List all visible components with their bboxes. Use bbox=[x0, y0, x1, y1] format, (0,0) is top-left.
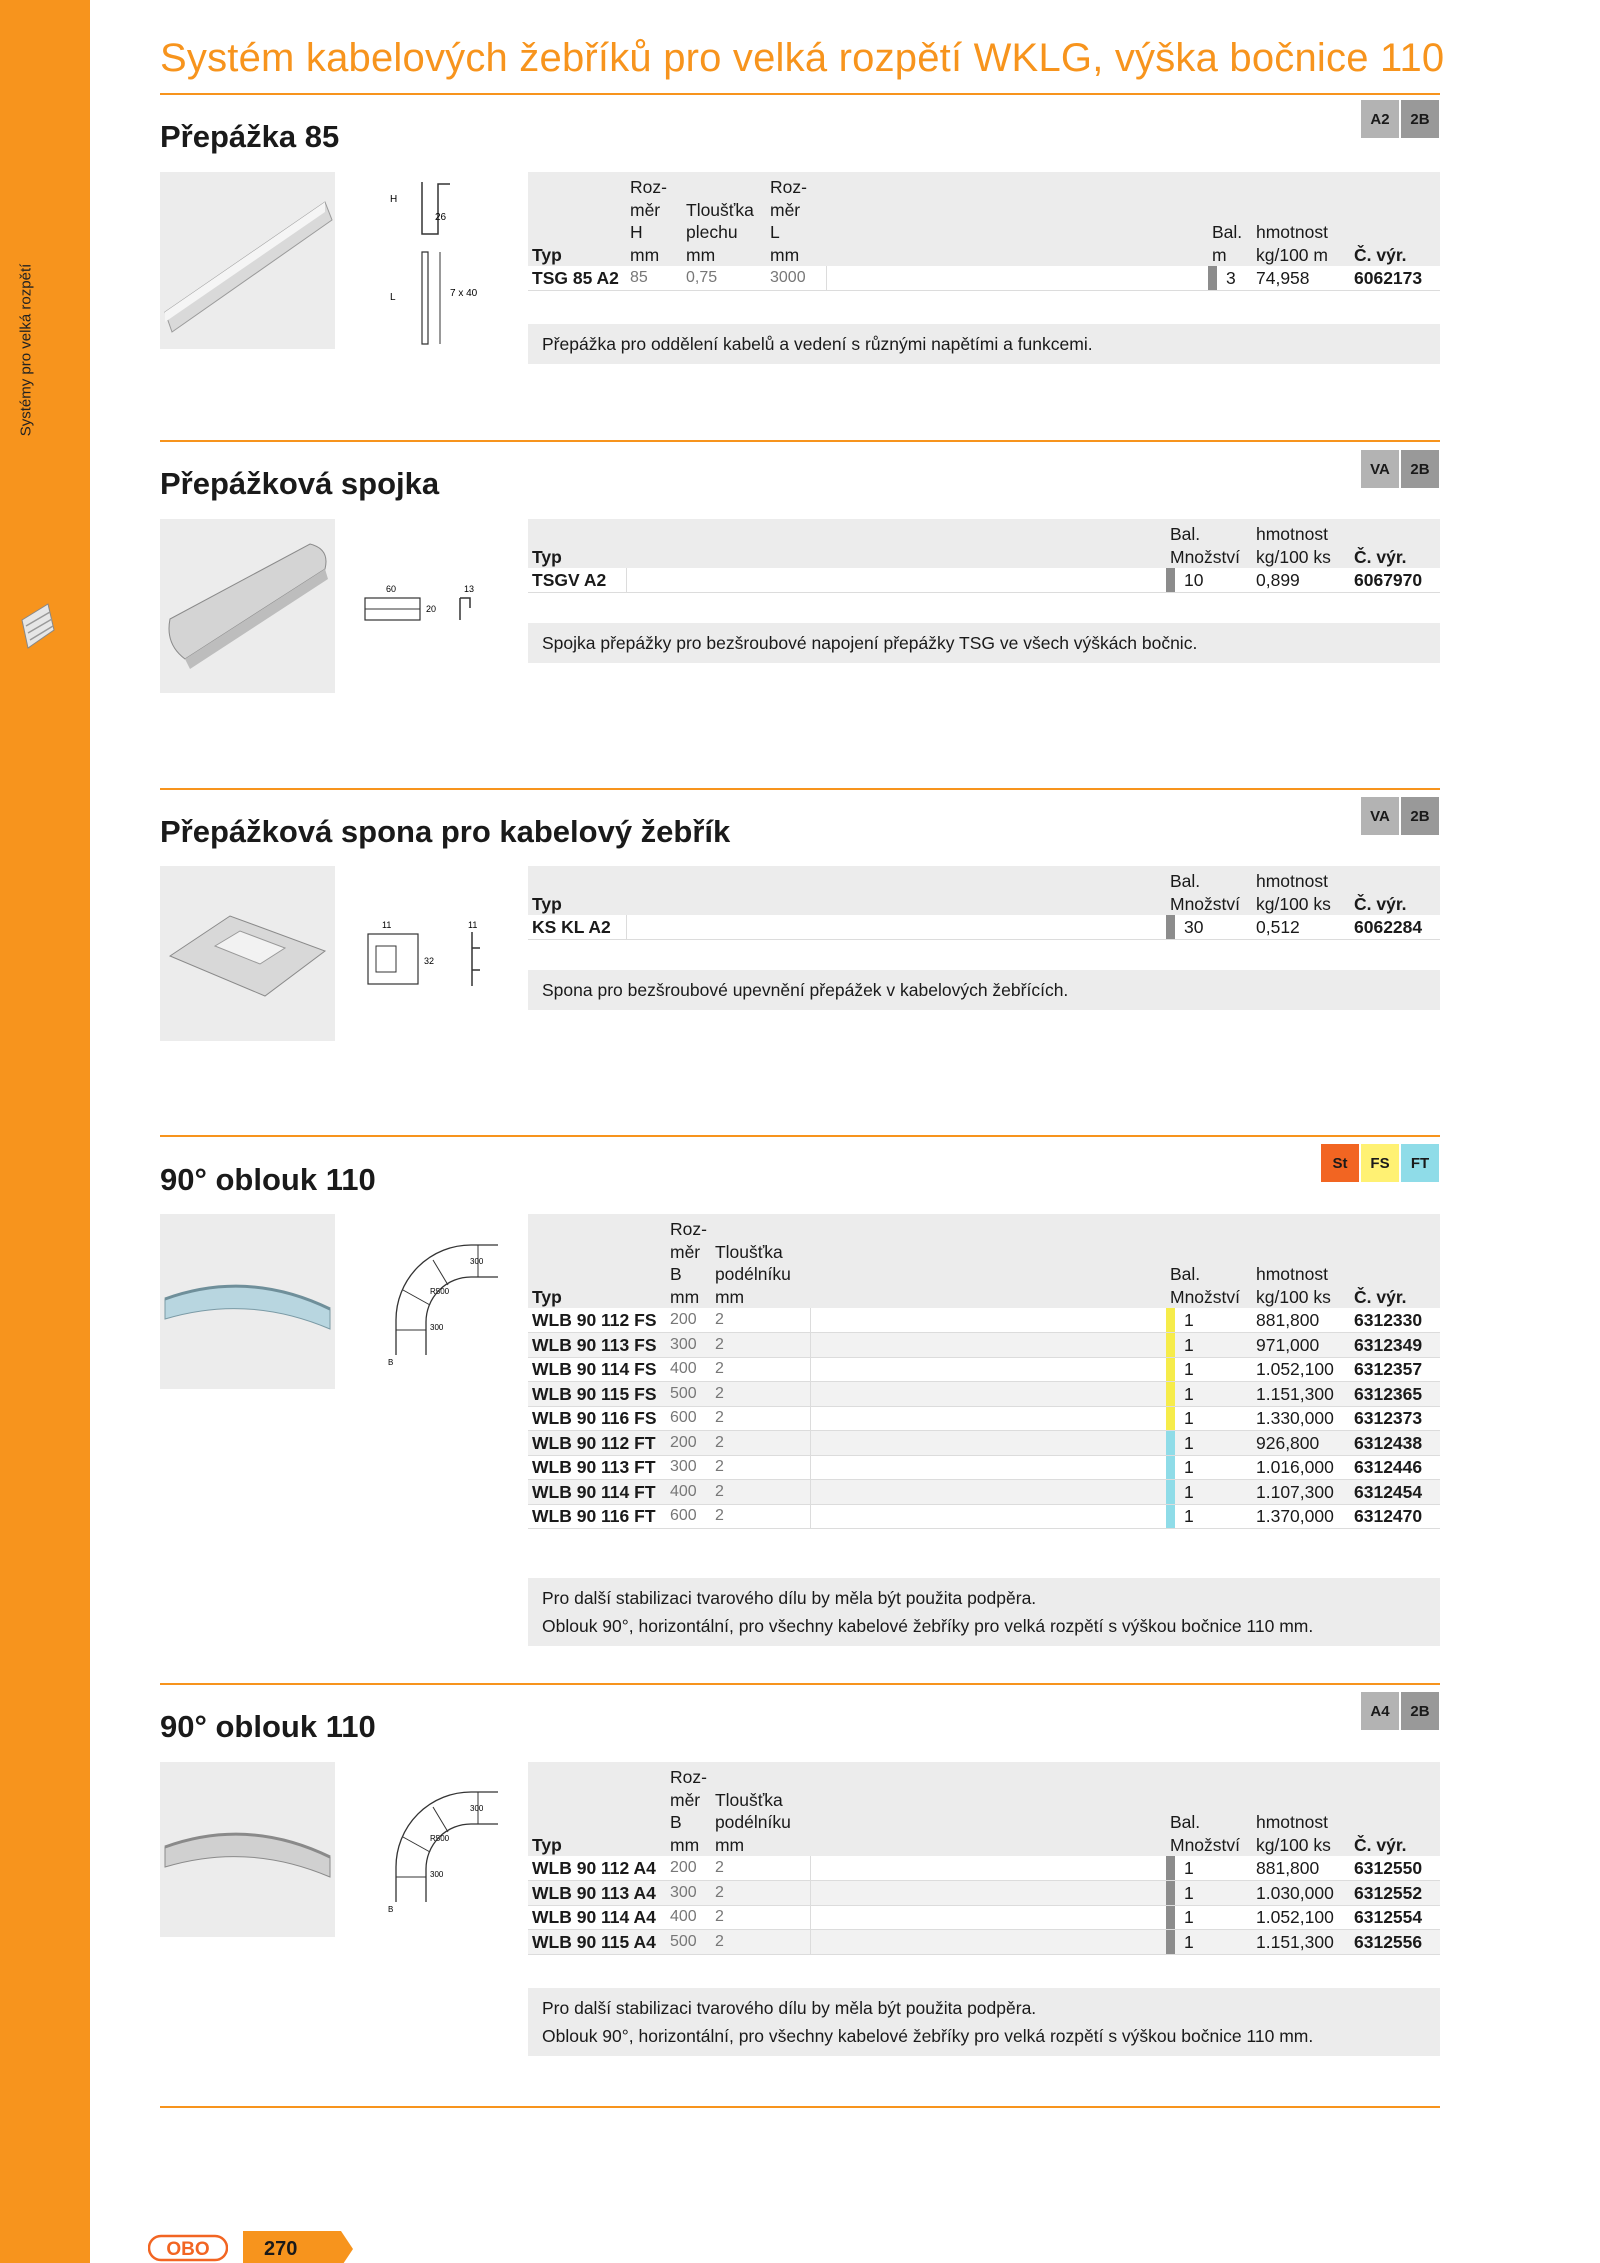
cell-bal: 1 bbox=[1166, 1881, 1252, 1906]
cell-thickness: 2 bbox=[711, 1504, 811, 1529]
description-line: Spona pro bezšroubové upevnění přepážek v kabelových žebřících. bbox=[542, 980, 1069, 1000]
cell-spacer bbox=[626, 568, 1166, 593]
finish-badge: 2B bbox=[1401, 797, 1439, 835]
finish-badge: 2B bbox=[1401, 100, 1439, 138]
product-photo-spona bbox=[160, 866, 335, 1041]
col-bal bbox=[1166, 1762, 1252, 1856]
col-article: Č. výr. bbox=[1354, 546, 1407, 567]
cell-typ: WLB 90 112 FS bbox=[528, 1308, 666, 1333]
cell-thickness: 2 bbox=[711, 1431, 811, 1456]
col-weight bbox=[1252, 172, 1350, 266]
col-spacer bbox=[626, 866, 1166, 915]
page-number: 270 bbox=[264, 2238, 298, 2260]
cell-spacer bbox=[811, 1455, 1166, 1480]
col-typ: Typ bbox=[532, 1286, 562, 1307]
cell-bal: 30 bbox=[1166, 915, 1252, 940]
cell-spacer bbox=[811, 1357, 1166, 1382]
cell-b: 300 bbox=[666, 1333, 711, 1358]
col-bal-line: Množství bbox=[1170, 893, 1241, 914]
col-h-line: měr bbox=[630, 199, 661, 220]
cell-bal: 1 bbox=[1166, 1406, 1252, 1431]
cell-typ: WLB 90 113 A4 bbox=[528, 1881, 666, 1906]
cell-b: 400 bbox=[666, 1480, 711, 1505]
page-number-tab bbox=[243, 2231, 353, 2263]
col-thickness-line: podélníku bbox=[714, 1812, 791, 1832]
col-thickness-line: podélníku bbox=[714, 1264, 791, 1284]
cell-weight: 0,899 bbox=[1252, 568, 1350, 593]
table-row bbox=[528, 568, 1440, 593]
dim-a-label: 60 bbox=[386, 584, 397, 594]
section-separator bbox=[160, 440, 1440, 442]
cell-weight: 1.151,300 bbox=[1252, 1930, 1350, 1955]
cell-b: 200 bbox=[666, 1308, 711, 1333]
cell-spacer bbox=[811, 1382, 1166, 1407]
obo-logo-text: OBO bbox=[166, 2239, 210, 2260]
cell-article: 6312554 bbox=[1350, 1905, 1440, 1930]
cell-weight: 1.107,300 bbox=[1252, 1480, 1350, 1505]
cell-weight: 926,800 bbox=[1252, 1431, 1350, 1456]
material-badge: A4 bbox=[1361, 1692, 1399, 1730]
cell-article: 6312552 bbox=[1350, 1881, 1440, 1906]
cell-thickness: 2 bbox=[711, 1480, 811, 1505]
cell-spacer bbox=[811, 1308, 1166, 1333]
col-bal-line: m bbox=[1212, 244, 1227, 265]
col-typ: Typ bbox=[532, 893, 562, 914]
cell-thickness: 2 bbox=[711, 1382, 811, 1407]
section-title-prepazka-85: Přepážka 85 bbox=[160, 119, 340, 154]
cell-article: 6062173 bbox=[1350, 266, 1440, 291]
technical-drawing-oblouk-fs-ft bbox=[378, 1230, 503, 1370]
cell-weight: 0,512 bbox=[1252, 915, 1350, 940]
cell-article: 6312330 bbox=[1350, 1308, 1440, 1333]
cell-typ: KS KL A2 bbox=[528, 915, 626, 940]
col-thickness-line: mm bbox=[714, 1834, 745, 1855]
cell-spacer bbox=[811, 1504, 1166, 1529]
col-b bbox=[666, 1762, 711, 1856]
material-badge: VA bbox=[1361, 797, 1399, 835]
cell-weight: 881,800 bbox=[1252, 1308, 1350, 1333]
cell-spacer bbox=[811, 1930, 1166, 1955]
product-table-prepazka bbox=[528, 172, 1440, 291]
col-weight bbox=[1252, 866, 1350, 915]
section-title-oblouk-fs-ft: 90° oblouk 110 bbox=[160, 1162, 376, 1197]
cell-article: 6312365 bbox=[1350, 1382, 1440, 1407]
col-b-line: Roz- bbox=[670, 1219, 707, 1239]
cell-weight: 1.330,000 bbox=[1252, 1406, 1350, 1431]
dim-l-label: L bbox=[390, 292, 396, 303]
table-row bbox=[528, 1382, 1440, 1407]
dim-b-label: B bbox=[388, 1358, 394, 1367]
divider-photo bbox=[160, 172, 335, 349]
cell-typ: TSG 85 A2 bbox=[528, 266, 626, 291]
col-b-line: měr bbox=[670, 1789, 701, 1810]
col-thickness-line: Tloušťka bbox=[714, 1789, 783, 1810]
cell-weight: 881,800 bbox=[1252, 1856, 1350, 1881]
cable-ladder-icon bbox=[18, 600, 58, 655]
table-row bbox=[528, 1431, 1440, 1456]
cell-spacer bbox=[811, 1856, 1166, 1881]
table-row bbox=[528, 1504, 1440, 1529]
product-photo-spojka bbox=[160, 519, 335, 693]
section-separator bbox=[160, 2106, 1440, 2108]
cell-thickness: 2 bbox=[711, 1881, 811, 1906]
col-spacer bbox=[811, 1214, 1166, 1308]
product-table-oblouk-a4 bbox=[528, 1762, 1440, 1955]
cell-bal: 1 bbox=[1166, 1357, 1252, 1382]
section-title-spojka: Přepážková spojka bbox=[160, 466, 440, 501]
col-bal-line: Množství bbox=[1170, 1286, 1241, 1307]
table-row bbox=[528, 1881, 1440, 1906]
cell-bal: 1 bbox=[1166, 1905, 1252, 1930]
product-table-oblouk-fs-ft bbox=[528, 1214, 1440, 1529]
title-rule bbox=[160, 93, 1440, 95]
dim-b-label: B bbox=[388, 1905, 394, 1914]
technical-drawing-spona bbox=[360, 918, 500, 998]
description-prepazka bbox=[528, 324, 1440, 364]
dim-width-label: 26 bbox=[435, 212, 447, 223]
finish-badges bbox=[1321, 1144, 1439, 1182]
col-bal bbox=[1166, 1214, 1252, 1308]
table-row bbox=[528, 1357, 1440, 1382]
cell-b: 600 bbox=[666, 1406, 711, 1431]
cell-article: 6312550 bbox=[1350, 1856, 1440, 1881]
cell-spacer bbox=[626, 915, 1166, 940]
cell-thickness: 2 bbox=[711, 1333, 811, 1358]
col-bal bbox=[1166, 519, 1252, 568]
cell-spacer bbox=[811, 1881, 1166, 1906]
col-weight bbox=[1252, 1214, 1350, 1308]
section-separator bbox=[160, 1135, 1440, 1137]
cell-article: 6312446 bbox=[1350, 1455, 1440, 1480]
col-l-line: Roz- bbox=[770, 177, 807, 197]
col-bal-line: Bal. bbox=[1170, 1812, 1201, 1832]
material-badges bbox=[1361, 450, 1439, 488]
fs-badge: FS bbox=[1361, 1144, 1399, 1182]
description-spona bbox=[528, 970, 1440, 1010]
cell-thickness: 2 bbox=[711, 1308, 811, 1333]
cell-bal: 1 bbox=[1166, 1333, 1252, 1358]
dim-v-label: 300 bbox=[430, 1323, 444, 1332]
col-typ: Typ bbox=[532, 546, 562, 567]
cell-bal: 1 bbox=[1166, 1382, 1252, 1407]
cell-b: 600 bbox=[666, 1504, 711, 1529]
dim-r-label: 300 bbox=[470, 1804, 484, 1813]
cell-spacer bbox=[811, 1431, 1166, 1456]
col-weight-line: hmotnost bbox=[1256, 871, 1328, 891]
col-h-line: H bbox=[630, 222, 643, 242]
product-photo-prepazka bbox=[160, 172, 335, 349]
table-row bbox=[528, 1905, 1440, 1930]
bend-photo bbox=[160, 1762, 335, 1937]
col-bal-line: Bal. bbox=[1170, 871, 1201, 891]
cell-weight: 74,958 bbox=[1252, 266, 1350, 291]
col-thickness-line: plechu bbox=[686, 222, 738, 242]
col-thickness-line: Tloušťka bbox=[686, 199, 754, 220]
col-l bbox=[766, 172, 826, 266]
cell-typ: TSGV A2 bbox=[528, 568, 626, 593]
col-article: Č. výr. bbox=[1354, 893, 1407, 914]
technical-drawing-oblouk-a4 bbox=[378, 1777, 503, 1917]
section-title-oblouk-a4: 90° oblouk 110 bbox=[160, 1709, 376, 1744]
description-spojka bbox=[528, 623, 1440, 663]
col-bal-line: Bal. bbox=[1212, 222, 1243, 242]
description-oblouk-a4 bbox=[528, 1988, 1440, 2056]
col-article: Č. výr. bbox=[1354, 1834, 1407, 1855]
description-line: Oblouk 90°, horizontální, pro všechny kabelové žebříky pro velká rozpětí s výškou bočnice 110 mm. bbox=[542, 1616, 1314, 1636]
table-row bbox=[528, 1406, 1440, 1431]
cell-weight: 1.052,100 bbox=[1252, 1357, 1350, 1382]
col-article: Č. výr. bbox=[1354, 1286, 1407, 1307]
product-table-spojka bbox=[528, 519, 1440, 593]
col-bal bbox=[1208, 172, 1252, 266]
cell-b: 200 bbox=[666, 1856, 711, 1881]
cell-weight: 1.016,000 bbox=[1252, 1455, 1350, 1480]
col-weight bbox=[1252, 519, 1350, 568]
section-separator bbox=[160, 1683, 1440, 1685]
col-l-line: měr bbox=[770, 199, 801, 220]
cell-weight: 1.370,000 bbox=[1252, 1504, 1350, 1529]
dim-c-label: 11 bbox=[468, 920, 478, 930]
clip-photo bbox=[160, 866, 335, 1041]
cell-article: 6062284 bbox=[1350, 915, 1440, 940]
material-badges bbox=[1361, 797, 1439, 835]
material-badges bbox=[1361, 100, 1439, 138]
col-thickness bbox=[682, 172, 766, 266]
col-b-line: mm bbox=[670, 1286, 700, 1307]
side-label: Systémy pro velká rozpětí bbox=[17, 263, 35, 437]
cell-thickness: 2 bbox=[711, 1455, 811, 1480]
cell-article: 6312349 bbox=[1350, 1333, 1440, 1358]
col-weight-line: hmotnost bbox=[1256, 222, 1328, 242]
dim-radius-label: R500 bbox=[430, 1287, 450, 1296]
description-line: Oblouk 90°, horizontální, pro všechny kabelové žebříky pro velká rozpětí s výškou bočnice 110 mm. bbox=[542, 2026, 1314, 2046]
cell-b: 200 bbox=[666, 1431, 711, 1456]
cell-weight: 1.052,100 bbox=[1252, 1905, 1350, 1930]
material-badges bbox=[1361, 1692, 1439, 1730]
col-h-line: Roz- bbox=[630, 177, 667, 197]
cell-bal: 1 bbox=[1166, 1431, 1252, 1456]
product-table-spona bbox=[528, 866, 1440, 940]
section-separator bbox=[160, 788, 1440, 790]
product-photo-oblouk-a4 bbox=[160, 1762, 335, 1937]
cell-b: 500 bbox=[666, 1930, 711, 1955]
material-badge: A2 bbox=[1361, 100, 1399, 138]
cell-bal: 3 bbox=[1208, 266, 1252, 291]
col-bal-line: Množství bbox=[1170, 546, 1241, 567]
table-row bbox=[528, 1930, 1440, 1955]
cell-thickness: 2 bbox=[711, 1905, 811, 1930]
cell-spacer bbox=[811, 1406, 1166, 1431]
dim-v-label: 300 bbox=[430, 1870, 444, 1879]
col-b-line: Roz- bbox=[670, 1767, 707, 1787]
cell-b: 300 bbox=[666, 1455, 711, 1480]
col-bal-line: Bal. bbox=[1170, 1264, 1201, 1284]
finish-badge: 2B bbox=[1401, 1692, 1439, 1730]
dim-radius-label: R500 bbox=[430, 1834, 450, 1843]
cell-article: 6312357 bbox=[1350, 1357, 1440, 1382]
dim-a-label: 11 bbox=[382, 920, 392, 930]
obo-logo bbox=[148, 2233, 228, 2263]
cell-bal: 1 bbox=[1166, 1856, 1252, 1881]
cell-weight: 1.151,300 bbox=[1252, 1382, 1350, 1407]
cell-typ: WLB 90 112 A4 bbox=[528, 1856, 666, 1881]
cell-bal: 1 bbox=[1166, 1308, 1252, 1333]
table-row bbox=[528, 1480, 1440, 1505]
cell-typ: WLB 90 112 FT bbox=[528, 1431, 666, 1456]
cell-typ: WLB 90 115 A4 bbox=[528, 1930, 666, 1955]
cell-spacer bbox=[811, 1905, 1166, 1930]
col-typ: Typ bbox=[532, 1834, 562, 1855]
bend-photo bbox=[160, 1214, 335, 1389]
col-weight-line: kg/100 ks bbox=[1256, 1834, 1331, 1855]
cell-article: 6067970 bbox=[1350, 568, 1440, 593]
col-bal-line: Množství bbox=[1170, 1834, 1241, 1855]
cell-thickness: 2 bbox=[711, 1930, 811, 1955]
cell-b: 400 bbox=[666, 1905, 711, 1930]
col-weight-line: kg/100 m bbox=[1256, 244, 1328, 265]
col-b-line: měr bbox=[670, 1241, 701, 1262]
cell-h: 85 bbox=[626, 266, 682, 291]
col-weight-line: hmotnost bbox=[1256, 1812, 1328, 1832]
col-thickness-line: mm bbox=[714, 1286, 745, 1307]
cell-bal: 1 bbox=[1166, 1480, 1252, 1505]
col-thickness bbox=[711, 1762, 811, 1856]
steel-badge: St bbox=[1321, 1144, 1359, 1182]
dim-r-label: 300 bbox=[470, 1257, 484, 1266]
col-l-line: L bbox=[770, 222, 780, 242]
cell-spacer bbox=[811, 1333, 1166, 1358]
col-weight-line: hmotnost bbox=[1256, 524, 1328, 544]
col-typ: Typ bbox=[532, 244, 562, 265]
cell-typ: WLB 90 113 FS bbox=[528, 1333, 666, 1358]
col-l-line: mm bbox=[770, 244, 800, 265]
col-spacer bbox=[626, 519, 1166, 568]
description-line: Přepážka pro oddělení kabelů a vedení s různými napětími a funkcemi. bbox=[542, 334, 1093, 354]
cell-article: 6312470 bbox=[1350, 1504, 1440, 1529]
cell-typ: WLB 90 114 FS bbox=[528, 1357, 666, 1382]
table-row bbox=[528, 915, 1440, 940]
page-title: Systém kabelových žebříků pro velká rozpětí WKLG, výška bočnice 110 bbox=[160, 36, 1445, 80]
col-weight-line: kg/100 ks bbox=[1256, 546, 1331, 567]
col-weight-line: hmotnost bbox=[1256, 1264, 1328, 1284]
col-weight-line: kg/100 ks bbox=[1256, 893, 1331, 914]
col-bal bbox=[1166, 866, 1252, 915]
table-row bbox=[528, 266, 1440, 291]
cell-article: 6312373 bbox=[1350, 1406, 1440, 1431]
cell-thickness: 0,75 bbox=[682, 266, 766, 291]
col-article: Č. výr. bbox=[1354, 244, 1407, 265]
dim-b-label: 32 bbox=[424, 956, 435, 966]
description-oblouk-fs-ft bbox=[528, 1578, 1440, 1646]
col-b-line: mm bbox=[670, 1834, 700, 1855]
col-h-line: mm bbox=[630, 244, 660, 265]
cell-thickness: 2 bbox=[711, 1406, 811, 1431]
cell-typ: WLB 90 114 FT bbox=[528, 1480, 666, 1505]
cell-article: 6312556 bbox=[1350, 1930, 1440, 1955]
cell-article: 6312438 bbox=[1350, 1431, 1440, 1456]
cell-bal: 10 bbox=[1166, 568, 1252, 593]
product-photo-oblouk-galv bbox=[160, 1214, 335, 1389]
technical-drawing-spojka bbox=[360, 580, 500, 640]
col-thickness-line: Tloušťka bbox=[714, 1241, 783, 1262]
cell-b: 300 bbox=[666, 1881, 711, 1906]
cell-spacer bbox=[826, 266, 1208, 291]
cell-typ: WLB 90 114 A4 bbox=[528, 1905, 666, 1930]
dim-c-label: 20 bbox=[426, 604, 437, 614]
cell-b: 500 bbox=[666, 1382, 711, 1407]
cell-b: 400 bbox=[666, 1357, 711, 1382]
material-badge: VA bbox=[1361, 450, 1399, 488]
technical-drawing-prepazka bbox=[380, 172, 490, 352]
col-h bbox=[626, 172, 682, 266]
cell-thickness: 2 bbox=[711, 1357, 811, 1382]
cell-bal: 1 bbox=[1166, 1455, 1252, 1480]
ft-badge: FT bbox=[1401, 1144, 1439, 1182]
col-weight-line: kg/100 ks bbox=[1256, 1286, 1331, 1307]
table-row bbox=[528, 1308, 1440, 1333]
col-b-line: B bbox=[670, 1812, 682, 1832]
table-row bbox=[528, 1333, 1440, 1358]
col-spacer bbox=[826, 172, 1208, 266]
table-row bbox=[528, 1856, 1440, 1881]
cell-bal: 1 bbox=[1166, 1930, 1252, 1955]
cell-weight: 971,000 bbox=[1252, 1333, 1350, 1358]
cell-typ: WLB 90 116 FT bbox=[528, 1504, 666, 1529]
section-title-spona: Přepážková spona pro kabelový žebřík bbox=[160, 814, 731, 849]
side-bar bbox=[0, 0, 90, 2263]
col-bal-line: Bal. bbox=[1170, 524, 1201, 544]
cell-thickness: 2 bbox=[711, 1856, 811, 1881]
cell-typ: WLB 90 113 FT bbox=[528, 1455, 666, 1480]
table-row bbox=[528, 1455, 1440, 1480]
description-line: Pro další stabilizaci tvarového dílu by měla být použita podpěra. bbox=[542, 1998, 1037, 2018]
cell-article: 6312454 bbox=[1350, 1480, 1440, 1505]
description-line: Pro další stabilizaci tvarového dílu by měla být použita podpěra. bbox=[542, 1588, 1037, 1608]
dim-slots-label: 7 x 40 bbox=[450, 288, 478, 299]
col-thickness bbox=[711, 1214, 811, 1308]
finish-badge: 2B bbox=[1401, 450, 1439, 488]
col-spacer bbox=[811, 1762, 1166, 1856]
cell-spacer bbox=[811, 1480, 1166, 1505]
col-weight bbox=[1252, 1762, 1350, 1856]
cell-bal: 1 bbox=[1166, 1504, 1252, 1529]
cell-typ: WLB 90 115 FS bbox=[528, 1382, 666, 1407]
dim-b-label: 13 bbox=[464, 584, 475, 594]
cell-l: 3000 bbox=[766, 266, 826, 291]
connector-photo bbox=[160, 519, 335, 693]
col-thickness-line: mm bbox=[686, 244, 716, 265]
cell-typ: WLB 90 116 FS bbox=[528, 1406, 666, 1431]
cell-weight: 1.030,000 bbox=[1252, 1881, 1350, 1906]
col-b-line: B bbox=[670, 1264, 682, 1284]
dim-h-label: H bbox=[390, 194, 398, 205]
description-line: Spojka přepážky pro bezšroubové napojení přepážky TSG ve všech výškách bočnic. bbox=[542, 633, 1198, 653]
col-b bbox=[666, 1214, 711, 1308]
